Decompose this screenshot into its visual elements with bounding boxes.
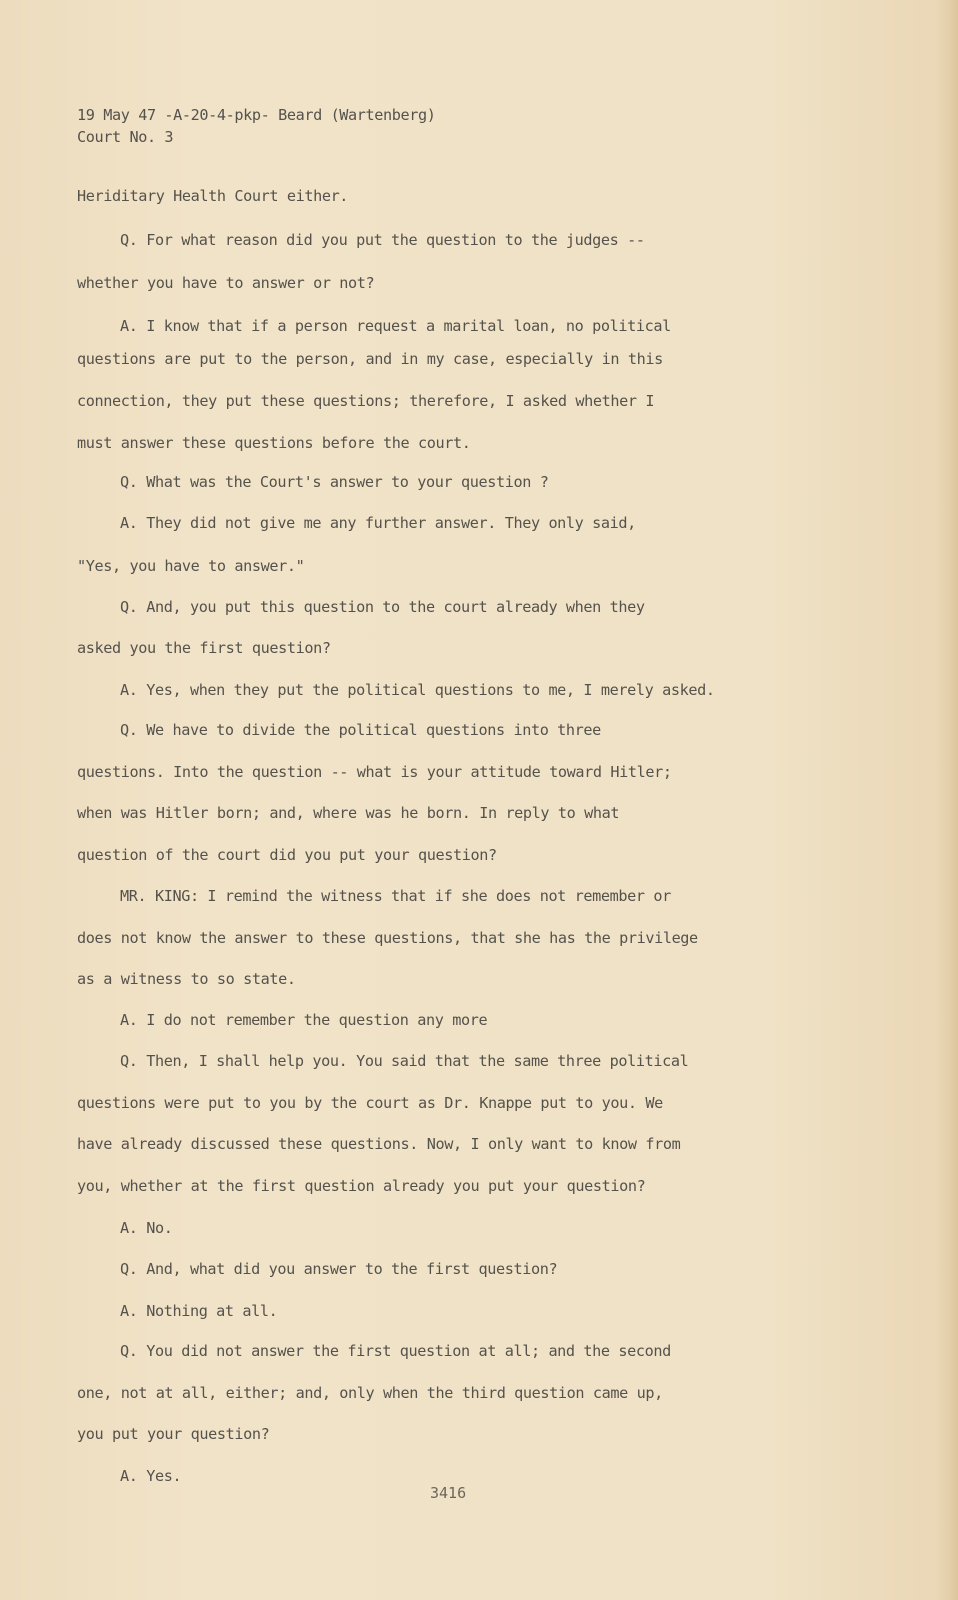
text-line-13: A. Yes, when they put the political questions to me, I merely asked. bbox=[120, 681, 715, 699]
text-line-10: "Yes, you have to answer." bbox=[77, 557, 305, 575]
text-line-5: questions are put to the person, and in my case, especially in this bbox=[77, 350, 663, 368]
text-line-28: A. Nothing at all. bbox=[120, 1302, 278, 1320]
text-line-4: A. I know that if a person request a marital loan, no political bbox=[120, 317, 671, 335]
text-line-15: questions. Into the question -- what is your attitude toward Hitler; bbox=[77, 763, 672, 781]
header-line-1: 19 May 47 -A-20-4-pkp- Beard (Wartenberg) bbox=[77, 106, 436, 124]
text-line-24: have already discussed these questions. Now, I only want to know from bbox=[77, 1135, 681, 1153]
page-number: 3416 bbox=[430, 1484, 467, 1502]
text-line-9: A. They did not give me any further answer. They only said, bbox=[120, 514, 636, 532]
text-line-3: whether you have to answer or not? bbox=[77, 274, 375, 292]
text-line-1: Heriditary Health Court either. bbox=[77, 187, 349, 205]
text-line-16: when was Hitler born; and, where was he born. In reply to what bbox=[77, 804, 620, 822]
text-line-19: does not know the answer to these questions, that she has the privilege bbox=[77, 929, 698, 947]
text-line-22: Q. Then, I shall help you. You said that the same three political bbox=[120, 1052, 689, 1070]
text-line-8: Q. What was the Court's answer to your question ? bbox=[120, 473, 549, 491]
text-line-31: you put your question? bbox=[77, 1425, 270, 1443]
header-line-2: Court No. 3 bbox=[77, 128, 174, 146]
text-line-12: asked you the first question? bbox=[77, 639, 331, 657]
text-line-18: MR. KING: I remind the witness that if she does not remember or bbox=[120, 887, 671, 905]
text-line-27: Q. And, what did you answer to the first question? bbox=[120, 1260, 558, 1278]
text-line-26: A. No. bbox=[120, 1219, 173, 1237]
text-line-25: you, whether at the first question already you put your question? bbox=[77, 1177, 646, 1195]
text-line-30: one, not at all, either; and, only when the third question came up, bbox=[77, 1384, 663, 1402]
text-line-7: must answer these questions before the court. bbox=[77, 434, 471, 452]
text-line-29: Q. You did not answer the first question at all; and the second bbox=[120, 1342, 671, 1360]
text-line-23: questions were put to you by the court as Dr. Knappe put to you. We bbox=[77, 1094, 663, 1112]
paper-edge-shadow bbox=[936, 0, 958, 1600]
text-line-20: as a witness to so state. bbox=[77, 970, 296, 988]
text-line-11: Q. And, you put this question to the court already when they bbox=[120, 598, 645, 616]
text-line-2: Q. For what reason did you put the question to the judges -- bbox=[120, 231, 645, 249]
text-line-14: Q. We have to divide the political questions into three bbox=[120, 721, 601, 739]
text-line-32: A. Yes. bbox=[120, 1467, 182, 1485]
text-line-17: question of the court did you put your question? bbox=[77, 846, 497, 864]
text-line-21: A. I do not remember the question any more bbox=[120, 1011, 488, 1029]
text-line-6: connection, they put these questions; therefore, I asked whether I bbox=[77, 392, 655, 410]
